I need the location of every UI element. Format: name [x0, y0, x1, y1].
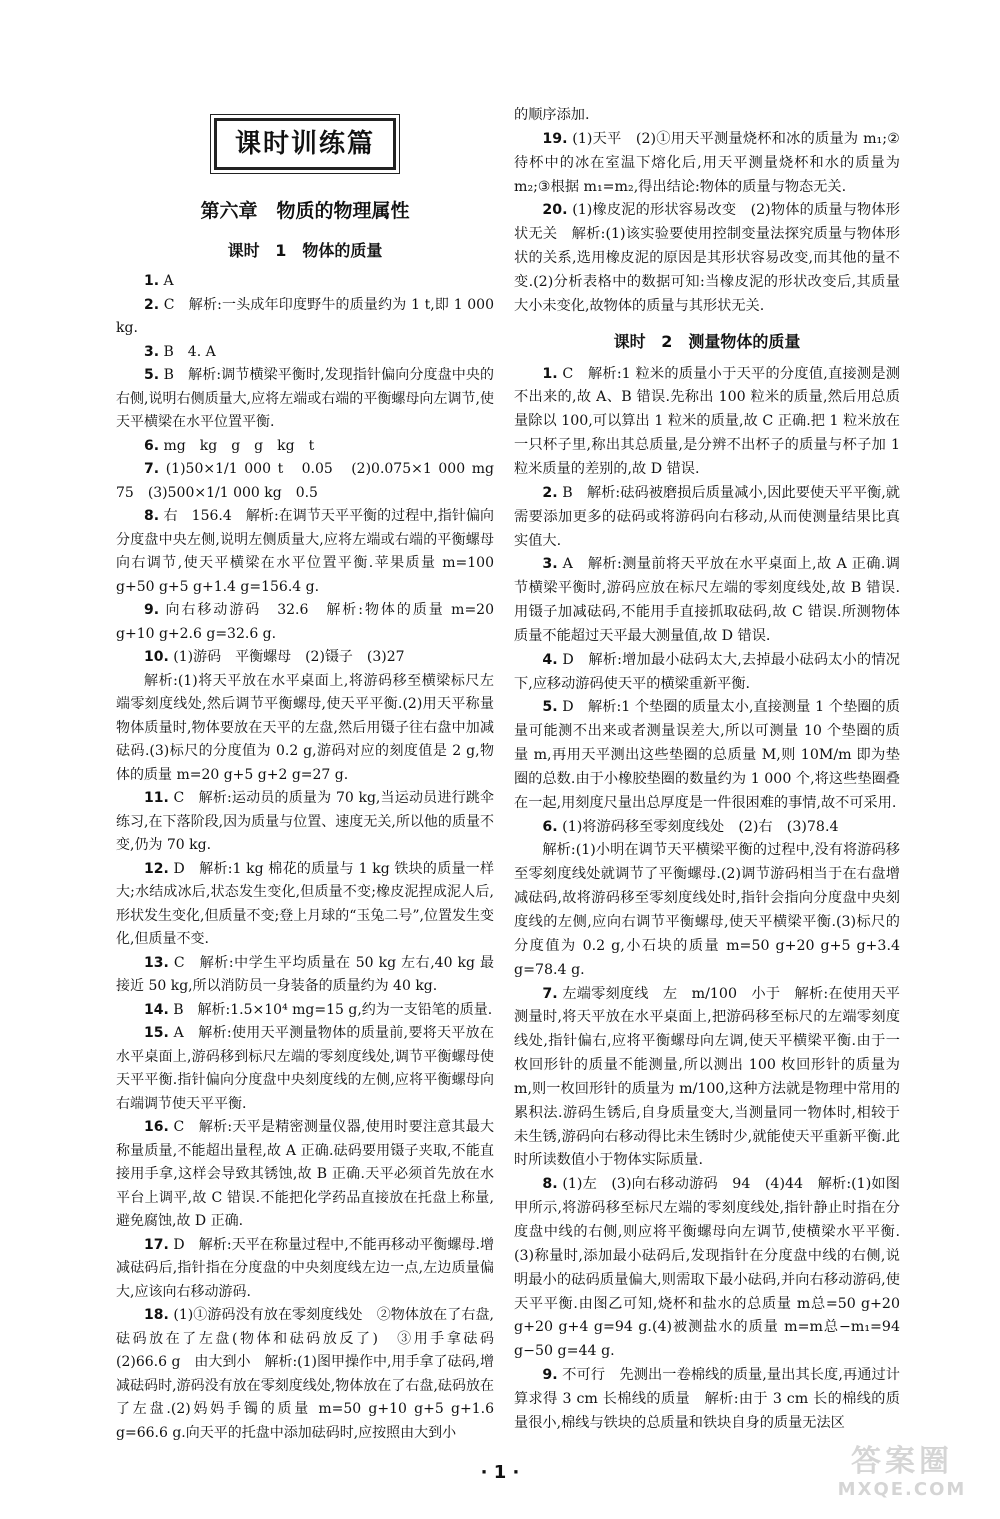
- answer-item: [116, 670, 494, 788]
- answer-text: 解析:(1)小明在调节天平横梁平衡的过程中,没有将游码移至零刻度线处就调节了平衡螺母.(2)调节游码相当于在右盘增减砝码,故将游码移至零刻度线处时,指针会指向分度盘中央刻度线的左侧,应向右调节平衡螺母,使天平横梁平衡.(3)标尺的分度值为 0.2 g,小石块的质量 m=50 g+20 g+5 g+3.4 g=78.4 g.: [514, 842, 900, 978]
- right-column: [514, 104, 900, 1436]
- answer-item: [116, 505, 494, 599]
- watermark-text-top: 答案圈: [851, 1444, 953, 1479]
- answer-number: 13.: [144, 954, 169, 971]
- section-banner: 课时训练篇: [214, 118, 396, 170]
- answer-item: [116, 341, 494, 365]
- answer-item: [116, 952, 494, 999]
- answer-item: [514, 1364, 900, 1436]
- answer-item: [514, 199, 900, 318]
- answer-number: 2.: [144, 296, 160, 313]
- answer-item: [514, 363, 900, 482]
- answer-item: [116, 270, 494, 294]
- watermark-logo: [822, 1445, 982, 1505]
- chapter-title: 第六章 物质的物理属性: [200, 200, 410, 222]
- answer-number: 8.: [144, 508, 160, 524]
- answer-text: D 解析:天平在称量过程中,不能再移动平衡螺母.增减砝码后,指针指在分度盘的中央刻度线左边一点,左边质量偏大,应该向右移动游码.: [116, 1236, 494, 1300]
- answer-text: C 解析:天平是精密测量仪器,使用时要注意其最大称量质量,不能超出量程,故 A 正确.砝码要用镊子夹取,不能直接用手拿,这样会导致其锈蚀,故 B 正确.天平必须首先放在水平台上调平,故 C 错误.不能把化学药品直接放在托盘上称量,避免腐蚀,故 D 正确.: [116, 1119, 494, 1229]
- answer-text: B 解析:调节横梁平衡时,发现指针偏向分度盘中央的右侧,说明右侧质量大,应将左端或右端的平衡螺母向左调节,使天平横梁在水平位置平衡.: [116, 367, 494, 430]
- answer-item: [514, 104, 900, 128]
- answer-item: [116, 599, 494, 646]
- answer-item: [116, 1304, 508, 1445]
- answer-text: 左端零刻度线 左 m/100 小于 解析:在使用天平测量时,将天平放在水平桌面上,把游码移至标尺的左端零刻度线处,指针偏右,应将平衡螺母向左调,使天平横梁平衡.由于一枚回形针的质量不能测量,所以测出 100 枚回形针的质量为 m,则一枚回形针的质量为 m/100,这种方法就是物理中常用的累积法.游码生锈后,自身质量变大,当测量同一物体时,相较于未生锈,游码向右移动得比未生锈时少,就能使天平重新平衡.此时所读数值小于物体实际质量.: [514, 985, 900, 1169]
- answer-item: [116, 858, 494, 952]
- answer-text: (1)50×1/1 000 t 0.05 (2)0.075×1 000 mg 75 (3)500×1/1 000 kg 0.5: [116, 461, 508, 501]
- answer-number: 15.: [144, 1025, 169, 1041]
- answer-number: 17.: [144, 1236, 169, 1253]
- watermark-text-bottom: MXQE.COM: [837, 1479, 967, 1500]
- answer-text: D 解析:1 kg 棉花的质量与 1 kg 铁块的质量一样大;水结成冰后,状态发生变化,但质量不变;橡皮泥捏成泥人后,形状发生变化,但质量不变;登上月球的“玉兔二号”,位置发生变化,但质量不变.: [116, 860, 494, 947]
- answer-item: [116, 435, 494, 459]
- answer-item: [116, 1116, 494, 1234]
- answer-number: 8.: [542, 1176, 558, 1193]
- answer-number: 12.: [144, 860, 169, 877]
- answer-number: 7.: [542, 985, 558, 1002]
- answer-number: 14.: [144, 1001, 169, 1018]
- answer-item: [514, 816, 900, 840]
- answer-number: 7.: [144, 461, 160, 477]
- left-column: [116, 100, 508, 1445]
- answer-number: 1.: [144, 273, 160, 289]
- right-answer-list-b: [514, 363, 900, 1436]
- answer-item: [116, 458, 508, 505]
- answer-item: [514, 553, 900, 648]
- answer-text: 右 156.4 解析:在调节天平平衡的过程中,指针偏向分度盘中央左侧,说明左侧质量大,应将左端或右端的平衡螺母向右调节,使天平横梁在水平位置平衡.苹果质量 m=100 g+50 g+5 g+1.4 g=156.4 g.: [116, 508, 494, 595]
- answer-item: [116, 364, 494, 435]
- answer-text: (1)将游码移至零刻度线处 (2)右 (3)78.4: [557, 818, 839, 835]
- left-answer-list: [116, 270, 508, 1445]
- answer-item: [514, 696, 900, 815]
- answer-text: 不可行 先测出一卷棉线的质量,量出其长度,再通过计算求得 3 cm 长棉线的质量 解析:由于 3 cm 长的棉线的质量很小,棉线与铁块的总质量和铁块自身的质量无法区: [514, 1367, 900, 1431]
- answer-item: [514, 983, 900, 1174]
- answer-text: A 解析:使用天平测量物体的质量前,要将天平放在水平桌面上,游码移到标尺左端的零刻度线处,调节平衡螺母使天平平衡.指针偏向分度盘中央刻度线的左侧,应将平衡螺母向右端调节使天平平衡.: [116, 1025, 494, 1112]
- answer-text: B 解析:1.5×10⁴ mg=15 g,约为一支铅笔的质量.: [168, 1001, 493, 1018]
- answer-text: A 解析:测量前将天平放在水平桌面上,故 A 正确.调节横梁平衡时,游码应放在标尺左端的零刻度线处,故 B 错误.用镊子加减砝码,不能用手直接抓取砝码,故 C 错误.所测物体质量不能超过天平最大测量值,故 D 错误.: [514, 556, 900, 644]
- banner-wrap: [116, 118, 494, 170]
- answer-text: B 4. A: [159, 343, 216, 360]
- answer-number: 3.: [542, 556, 558, 573]
- answer-text: C 解析:中学生平均质量在 50 kg 左右,40 kg 最接近 50 kg,所以消防员一身装备的质量约为 40 kg.: [116, 954, 494, 994]
- lesson-2-title: 课时 2 测量物体的质量: [613, 331, 801, 351]
- answer-number: 16.: [144, 1119, 169, 1135]
- answer-item: [116, 294, 494, 341]
- answer-item: [514, 482, 900, 554]
- answer-number: 5.: [542, 699, 558, 716]
- answer-text: mg kg g g kg t: [159, 437, 315, 454]
- answer-text: (1)橡皮泥的形状容易改变 (2)物体的质量与物体形状无关 解析:(1)该实验要使用控制变量法探究质量与物体形状的关系,选用橡皮泥的原因是其形状容易改变,而其他的量不变.(2)分析表格中的数据可知:当橡皮泥的形状改变后,其质量大小未变化,故物体的质量与其形状无关.: [514, 202, 900, 314]
- answer-text: 解析:(1)将天平放在水平桌面上,将游码移至横梁标尺左端零刻度线处,然后调节平衡螺母,使天平平衡.(2)用天平称量物体质量时,物体要放在天平的左盘,然后用镊子往右盘中加减砝码.(3)标尺的分度值为 0.2 g,游码对应的刻度值是 2 g,物体的质量 m=20 g+5 g+2 g=27 g.: [116, 672, 494, 783]
- lesson-1-title: 课时 1 物体的质量: [227, 241, 383, 260]
- answer-number: 2.: [542, 484, 558, 501]
- answer-text: C 解析:运动员的质量为 70 kg,当运动员进行跳伞练习,在下落阶段,因为质量与位置、速度无关,所以他的质量不变,仍为 70 kg.: [116, 790, 494, 853]
- answer-text: D 解析:1 个垫圈的质量太小,直接测量 1 个垫圈的质量可能测不出来或者测量误差大,所以可测量 10 个垫圈的质量 m,再用天平测出这些垫圈的总质量 M,则 10M/m 即为垫圈的总数.由于小橡胶垫圈的数量约为 1 000 个,将这些垫圈叠在一起,用刻度尺量出总厚度是一件很困难的事情,故不可采用.: [514, 699, 900, 811]
- answer-item: [116, 787, 494, 858]
- answer-text: D 解析:增加最小砝码太大,去掉最小砝码太小的情况下,应移动游码使天平的横梁重新平衡.: [514, 651, 900, 692]
- answer-item: [514, 128, 900, 200]
- answer-number: 1.: [542, 365, 558, 382]
- answer-text: (1)①游码没有放在零刻度线处 ②物体放在了右盘,砝码放在了左盘(物体和砝码放反了) ③用手拿砝码 (2)66.6 g 由大到小 解析:(1)图甲操作中,用手拿了砝码,增减砝码时,游码没有放在零刻度线处,物体放在了右盘,砝码放在了左盘.(2)妈妈手镯的质量 m=50 g+10 g+5 g+1.6 g=66.6 g.向天平的托盘中添加砝码时,应按照由大到小: [116, 1307, 508, 1441]
- answer-number: 9.: [542, 1367, 558, 1384]
- answer-item: [116, 646, 494, 670]
- answer-text: (1)天平 (2)①用天平测量烧杯和冰的质量为 m₁;②待杯中的冰在室温下熔化后,用天平测量烧杯和水的质量为 m₂;③根据 m₁=m₂,得出结论:物体的质量与物态无关.: [514, 130, 900, 195]
- answer-text: 的顺序添加.: [514, 107, 590, 123]
- answer-number: 11.: [144, 790, 169, 806]
- answer-text: C 解析:一头成年印度野牛的质量约为 1 t,即 1 000 kg.: [116, 296, 494, 336]
- answer-text: B 解析:砝码被磨损后质量减小,因此要使天平平衡,就需要添加更多的砝码或将游码向右移动,从而使测量结果比真实值大.: [514, 484, 900, 549]
- answer-number: 10.: [144, 649, 169, 665]
- answer-number: 4.: [542, 651, 558, 668]
- right-answer-list-a: [514, 104, 900, 319]
- answer-item: [514, 649, 900, 697]
- answer-text: C 解析:1 粒米的质量小于天平的分度值,直接测是测不出来的,故 A、B 错误.先称出 100 粒米的质量,然后用总质量除以 100,可以算出 1 粒米的质量,故 C 正确.把 1 粒米放在一只杯子里,称出其总质量,是分辨不出杯子的质量与杯子加 1 粒米质量的差别的,故 D 错误.: [514, 365, 900, 477]
- answer-number: 5.: [144, 367, 160, 383]
- page-number: · 1 ·: [480, 1462, 520, 1483]
- answer-text: 向右移动游码 32.6 解析:物体的质量 m=20 g+10 g+2.6 g=32.6 g.: [116, 602, 494, 642]
- answer-item: [514, 1173, 900, 1364]
- answer-number: 18.: [144, 1307, 169, 1323]
- answer-text: (1)游码 平衡螺母 (2)镊子 (3)27: [168, 649, 405, 665]
- answer-number: 3.: [144, 343, 160, 360]
- answer-text: A: [159, 273, 174, 289]
- answer-number: 19.: [542, 130, 568, 147]
- answer-number: 6.: [542, 818, 558, 835]
- answer-number: 6.: [144, 437, 160, 454]
- answer-item: [514, 839, 900, 982]
- answer-number: 9.: [144, 602, 160, 618]
- answer-item: [116, 1022, 494, 1116]
- answer-item: [116, 999, 494, 1023]
- answer-item: [116, 1234, 494, 1305]
- answer-number: 20.: [542, 202, 568, 219]
- answer-text: (1)左 (3)向右移动游码 94 (4)44 解析:(1)如图甲所示,将游码移至标尺左端的零刻度线处,指针静止时指在分度盘中线的右侧,则应将平衡螺母向左调节,使横梁水平平衡.(3)称量时,添加最小砝码后,发现指针在分度盘中线的右侧,说明最小的砝码质量偏大,则需取下最小砝码,并向右移动游码,使天平平衡.由图乙可知,烧杯和盐水的总质量 m总=50 g+20 g+20 g+4 g=94 g.(4)被测盐水的质量 m=m总−m₁=94 g−50 g=44 g.: [514, 1176, 900, 1360]
